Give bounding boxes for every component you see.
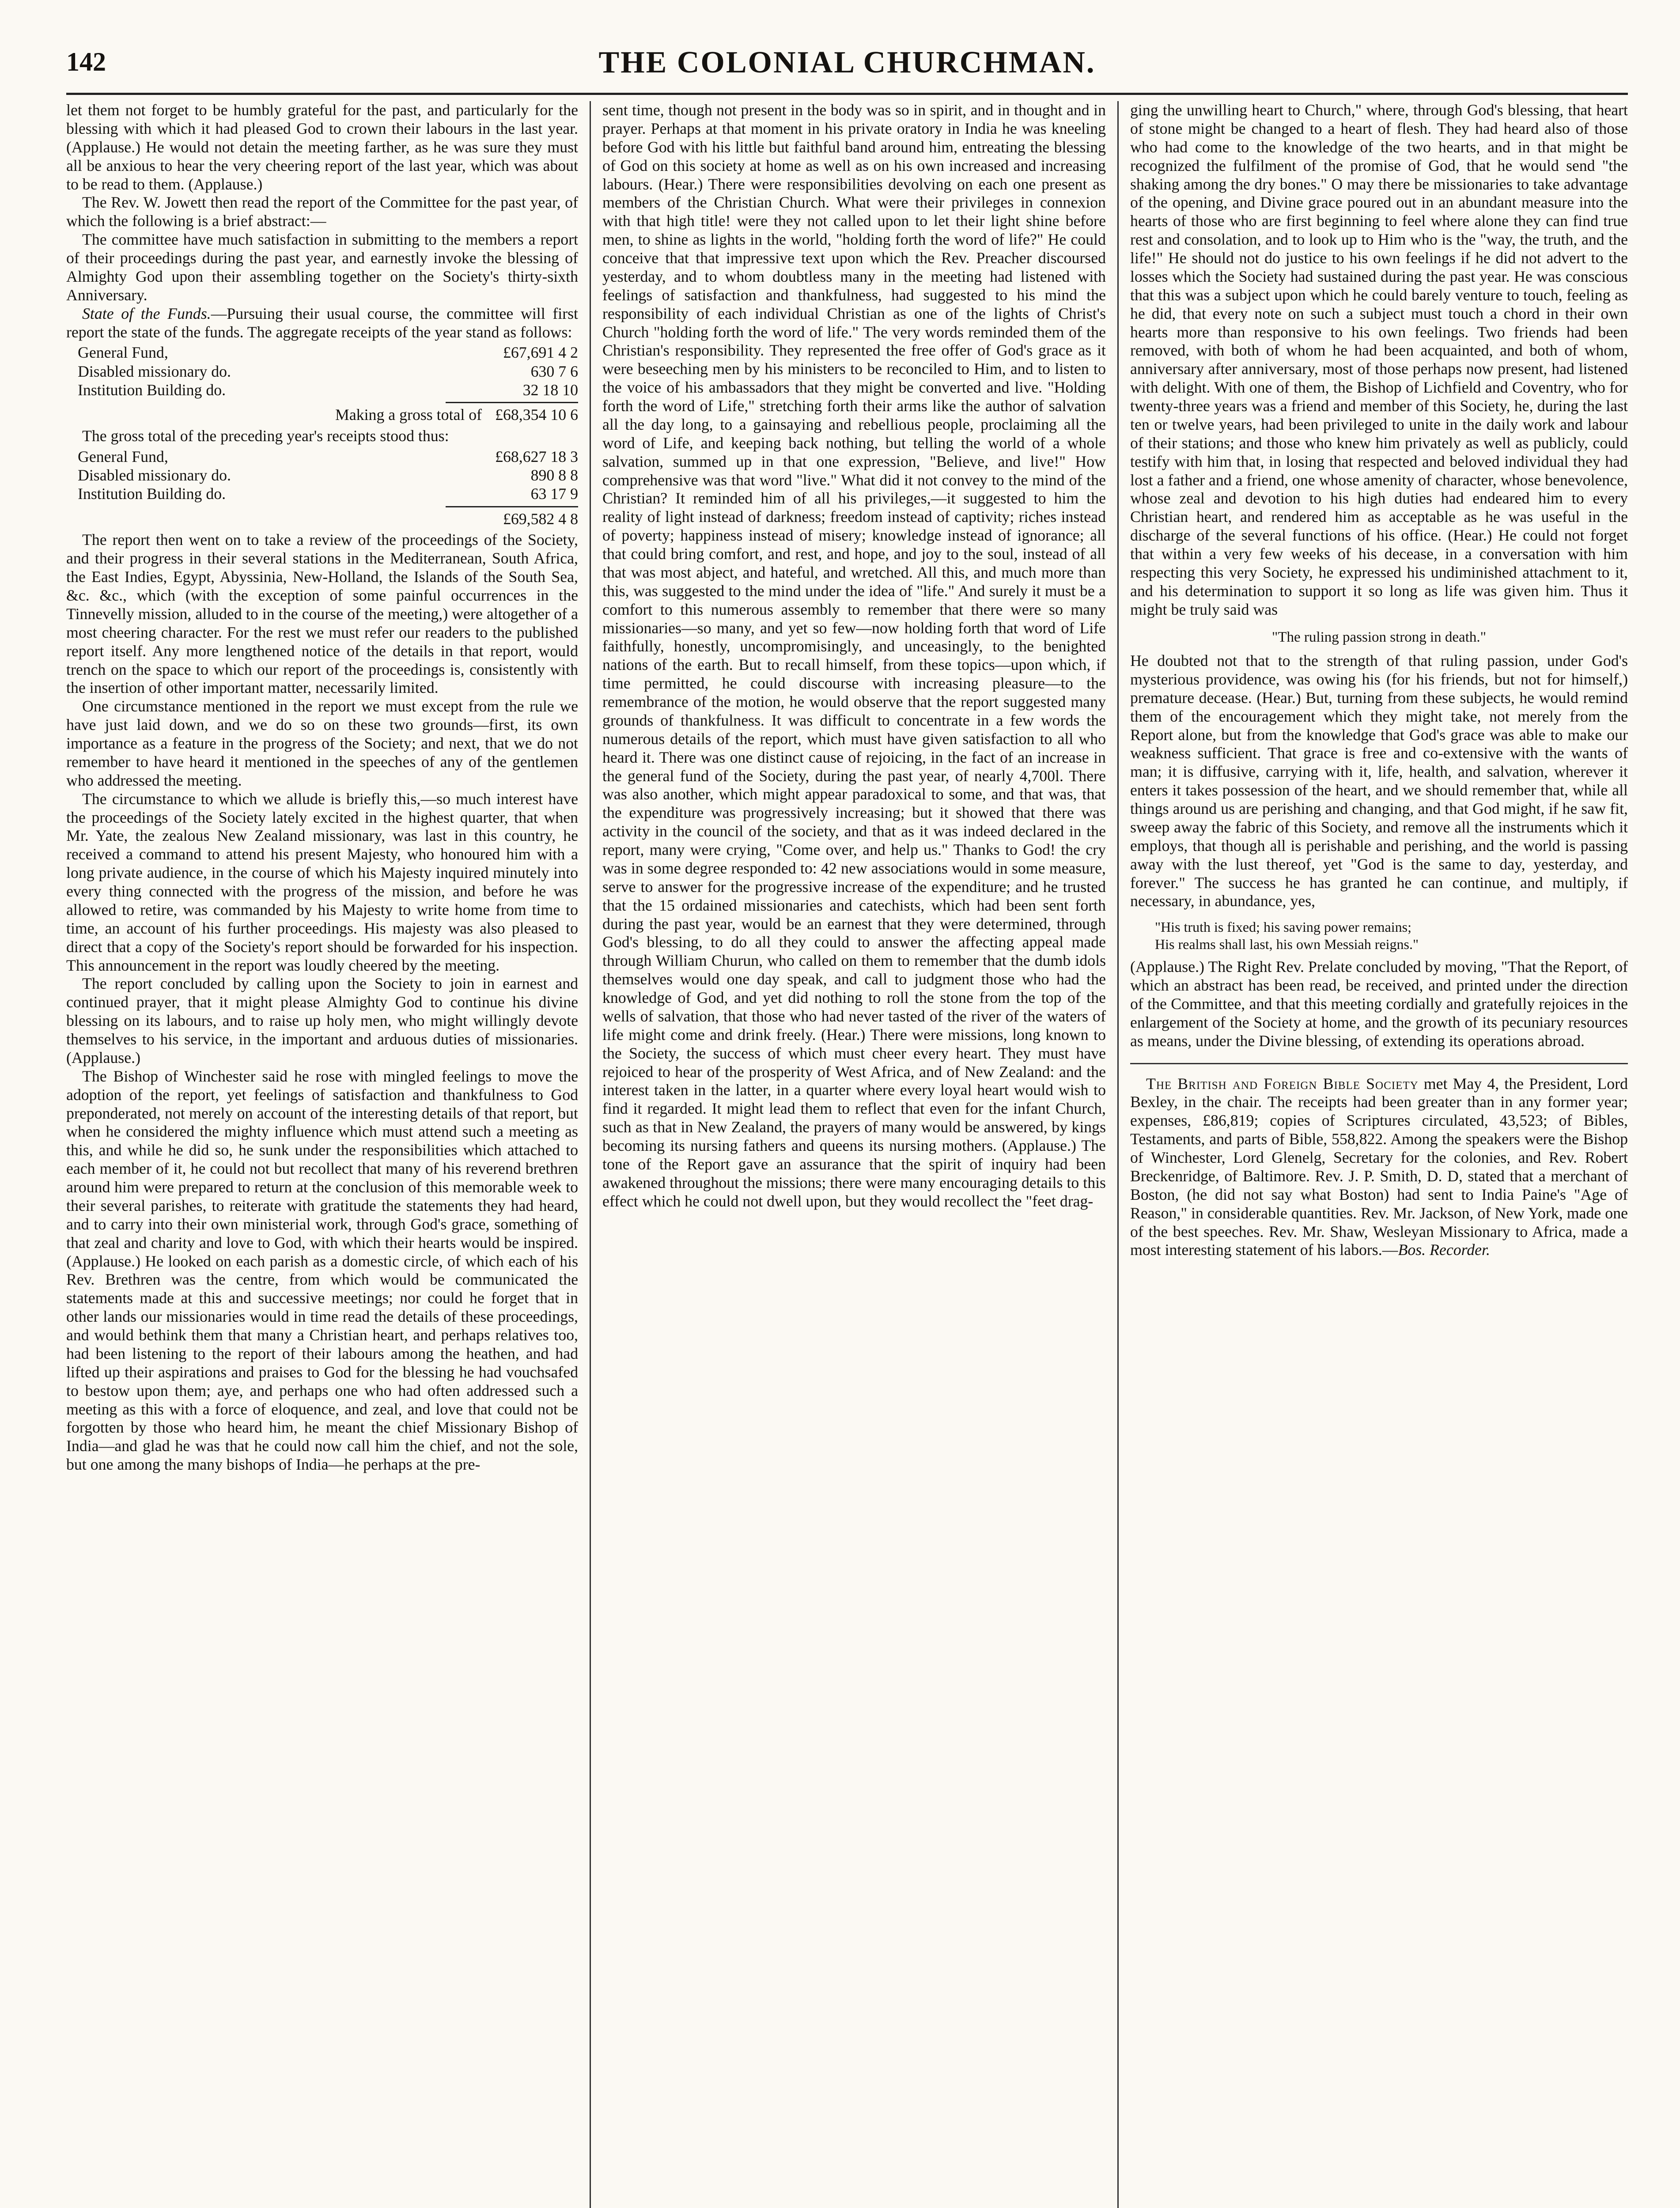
- section-lead: State of the Funds.: [82, 304, 211, 322]
- paragraph: let them not forget to be humbly grateful for the past, and particularly for the blessing with which it had pleased God to crown their labours in the last year. (Applause.) He would not detain the meeting farther, as he was sure they must all be anxious to hear the very cheering report of the last year, which was about to be read to them. (Applause.): [66, 101, 578, 193]
- fund-name: Disabled missionary do.: [78, 362, 231, 380]
- fund-amount: 630 7 6: [530, 362, 578, 380]
- paragraph-text: met May 4, the President, Lord Bexley, in the chair. The receipts had been greater than in any former year; expenses, £86,819; copies of Scriptures circulated, 43,523; of Bibles, Testaments, and parts of Bible, 558,822. Among the speakers were the Bishop of Winchester, Lord Glenelg, Secretary for the colonies, and Rev. Robert Breckenridge, of Baltimore. Rev. J. P. Smith, D. D, stated that a merchant of Boston, (he did not say what Boston) had sent to India Paine's "Age of Reason," in considerable quantities. Rev. Mr. Jackson, of New York, made one of the best speeches. Rev. Mr. Shaw, Wesleyan Missionary to Africa, made a most interesting statement of his labors.—: [1130, 1074, 1628, 1259]
- paragraph: The Rev. W. Jowett then read the report of the Committee for the past year, of which the following is a brief abstract:—: [66, 193, 578, 230]
- fund-row: [66, 484, 578, 503]
- paragraph: The gross total of the preceding year's receipts stood thus:: [82, 427, 449, 445]
- fund-name: Disabled missionary do.: [78, 466, 231, 484]
- column-1: [66, 101, 590, 2208]
- verse-quote: [1130, 919, 1628, 953]
- total-rule: [446, 402, 578, 403]
- verse-line: His realms shall last, his own Messiah reigns.": [1155, 936, 1419, 952]
- bible-society-paragraph: [1130, 1075, 1628, 1260]
- fund-amount: 32 18 10: [522, 381, 578, 399]
- section-divider: [1130, 1063, 1628, 1064]
- paragraph: The circumstance to which we allude is briefly this,—so much interest have the proceedings of the Society lately excited in the highest quarter, that when Mr. Yate, the zealous New Zealand missionary, was last in this country, he received a command to attend his present Majesty, who honoured him with a long private audience, in the course of which his Majesty inquired minutely into every thing connected with the progress of the mission, and before he was allowed to retire, was commanded by his Majesty to write home from time to time, an account of his further proceedings. His majesty was also pleased to direct that a copy of the Society's report should be forwarded for his inspection. This announcement in the report was loudly cheered by the meeting.: [66, 790, 578, 974]
- total-rule: [446, 506, 578, 507]
- fund-total-row: [66, 406, 578, 424]
- fund-row: [66, 447, 578, 466]
- paragraph: [66, 305, 578, 342]
- running-title: THE COLONIAL CHURCHMAN.: [598, 45, 1096, 79]
- fund-name: Institution Building do.: [78, 381, 226, 399]
- paragraph: One circumstance mentioned in the report we must except from the rule we have just laid down, and we do so on these two grounds—first, its own importance as a feature in the progress of the Society; and next, that we do not remember to have heard it mentioned in the speeches of any of the gentlemen who addressed the meeting.: [66, 697, 578, 789]
- paragraph: The report concluded by calling upon the Society to join in earnest and continued prayer, that it might please Almighty God to continue his divine blessing on its labours, and to raise up holy men, who might willingly devote themselves to his service, in the important and arduous duties of missionaries. (Applause.): [66, 975, 578, 1066]
- column-3: [1117, 101, 1628, 2208]
- fund-total-label: Making a gross total of: [335, 406, 482, 424]
- paragraph: The report then went on to take a review of the proceedings of the Society, and their progress in their several stations in the Mediterranean, South Africa, the East Indies, Egypt, Abyssinia, New-Holland, the Islands of the South Sea, &c. &c., which (with the exception of some painful occurrences in the Tinnevelly mission, alluded to in the course of the meeting,) were altogether of a most cheering character. For the rest we must refer our readers to the published report itself. Any more lengthened notice of the details in that report, would trench on the space to which our report of the proceedings is, consistently with the insertion of other important matter, necessarily limited.: [66, 531, 578, 697]
- paragraph: He doubted not that to the strength of that ruling passion, under God's mysterious providence, was owing his (for his friends, but not for himself,) premature decease. (Hear.) But, turning from these subjects, he would remind them of the encouragement which they might take, not merely from the Report alone, but from the knowledge that God's grace was able to make our weakness sufficient. That grace is free and co-extensive with the wants of man; it is diffusive, carrying with it, life, health, and salvation, wherever it enters it takes possession of the heart, and we should remember that, while all things around us are perishing and changing, and that God might, if he saw fit, sweep away the fabric of this Society, and remove all the instruments which it employs, that though all is perishable and perishing, and the world is passing away with the lust thereof, yet "God is the same to day, yesterday, and forever." The success he has granted he can continue, and multiply, if necessary, in abundance, yes,: [1130, 652, 1628, 910]
- fund-total-amount: £69,582 4 8: [503, 510, 578, 528]
- block-quote: "The ruling passion strong in death.": [1271, 629, 1487, 645]
- paragraph: The committee have much satisfaction in submitting to the members a report of their proceedings during the past year, and earnestly invoke the blessing of Almighty God upon their assembling together on the Society's thirty-sixth Anniversary.: [66, 231, 578, 304]
- fund-row: [66, 362, 578, 381]
- section-lead: The British and Foreign Bible Society: [1146, 1074, 1419, 1093]
- fund-row: [66, 381, 578, 399]
- page-number: 142: [66, 47, 106, 76]
- funds-table-current: [66, 343, 578, 424]
- paragraph: ging the unwilling heart to Church," where, through God's blessing, that heart of stone might be changed to a heart of flesh. They had heard also of those who had come to the knowledge of the two hearts, and in that might be recognized the fulfilment of the promise of God, that he would send "the shaking among the dry bones." O may there be missionaries to take advantage of the opening, and Divine grace poured out in an abundant measure into the hearts of those who are first beginning to feel where alone they can find true rest and consolation, and to look up to Him who is the "way, the truth, and the life!" He should not do justice to his own feelings if he did not advert to the losses which the Society had sustained during the past year. He was conscious that this was a subject upon which he could barely venture to touch, feeling as he did, that every note on such a subject must touch a chord in their own hearts more than responsive to his own feelings. Two friends had been removed, with both of whom he had been acquainted, and both of whom, anniversary after anniversary, most of those perhaps now present, had listened with delight. With one of them, the Bishop of Lichfield and Coventry, who for twenty-three years was a friend and member of this Society, he, during the last ten or twelve years, had been privileged to unite in the daily work and labour of their stations; and those who knew him privately as well as publicly, could testify with him that, in losing that respected and beloved individual they had lost a father and a friend, one whose amenity of character, whose benevolence, whose zeal and devotion to his high duties had endeared him to every Christian heart, and rendered him as acceptable as he was useful in the discharge of the several functions of his office. (Hear.) He could not forget that within a very few weeks of his decease, in a conversation with him respecting this very Society, he expressed his undiminished attachment to it, and his determination to support it so long as life was given him. Thus it might be truly said was: [1130, 101, 1628, 618]
- paragraph: The Bishop of Winchester said he rose with mingled feelings to move the adoption of the report, yet feelings of satisfaction and thankfulness to God preponderated, not merely on account of the interesting details of that report, but when he considered the mighty influence which must attend such a meeting as this, and while he did so, he sunk under the responsibilities which attached to each member of it, he could not but recollect that many of his reverend brethren around him were prepared to return at the conclusion of this memorable week to their several parishes, to reiterate with gratitude the statements they had heard, and to carry into their own ministerial work, through God's grace, something of that zeal and charity and love to God, with which their hearts would be inspired. (Applause.) He looked on each parish as a domestic circle, of which each of his Rev. Brethren was the centre, from which would be communicated the statements made at this and successive meetings; nor could he forget that in other lands our missionaries would in time read the details of these proceedings, and would bethink them that many a Christian heart, and perhaps relatives too, had been listening to the report of their labours among the heathen, and had lifted up their aspirations and praises to God for the blessing he had vouchsafed to bestow upon them; aye, and perhaps one who had often addressed such a meeting as this with a force of eloquence, and zeal, and love that could not be forgotten by those who heard him, he meant the chief Missionary Bishop of India—and glad he was that he could now call him the chief, and not the sole, but one among the many bishops of India—he perhaps at the pre-: [66, 1067, 578, 1474]
- fund-amount: £67,691 4 2: [503, 344, 578, 362]
- article-columns: [66, 101, 1628, 2208]
- fund-amount: 63 17 9: [530, 485, 578, 503]
- fund-amount: £68,627 18 3: [495, 447, 578, 465]
- fund-name: General Fund,: [78, 344, 168, 362]
- paragraph-text: —Pursuing their usual course, the committee will first report the state of the funds. The aggregate receipts of the year stand as follows:: [66, 304, 578, 341]
- fund-name: General Fund,: [78, 447, 168, 465]
- funds-table-previous: [66, 447, 578, 529]
- fund-row: [66, 466, 578, 484]
- fund-amount: 890 8 8: [530, 466, 578, 484]
- verse-line: "His truth is fixed; his saving power remains;: [1155, 919, 1411, 935]
- paragraph: (Applause.) The Right Rev. Prelate concluded by moving, "That the Report, of which an abstract has been read, be received, and printed under the direction of the Committee, and that this meeting cordially and gratefully rejoices in the enlargement of the Society at home, and the growth of its pecuniary resources as means, under the Divine blessing, of extending its operations abroad.: [1130, 958, 1628, 1050]
- column-2: [590, 101, 1117, 2208]
- paragraph: sent time, though not present in the body was so in spirit, and in thought and in prayer. Perhaps at that moment in his private oratory in India he was kneeling before God with his little but faithful band around him, entreating the blessing of God on this society at home as well as on his own increased and increasing labours. (Hear.) There were responsibilities devolving on each one present as members of the Christian Church. What were their privileges in connexion with that high title! were they not called upon to let their light shine before men, to shine as lights in the world, "holding forth the word of life?" He could conceive that that impressive text upon which the Rev. Preacher discoursed yesterday, and to whom doubtless many in the meeting had listened with feelings of satisfaction and thankfulness, had suggested to his mind the responsibility of each individual Christian as one of the lights of Christ's Church "holding forth the word of life." The very words reminded them of the Christian's responsibility. They represented the free offer of God's grace as it were beseeching men by his ministers to be reconciled to Him, and to listen to the voice of his ambassadors that they might be converted and live. "Holding forth the word of Life," stretching forth their arms like the author of salvation all the day long, to a gainsaying and rebellious people, proclaiming all the word of Life, and keeping back nothing, but telling the world of a whole salvation, summed up in that one expression, "Believe, and live!" How comprehensive was that word "live." What did it not convey to the mind of the Christian? It reminded him of all his privileges,—it suggested to him the reality of light instead of darkness; freedom instead of captivity; riches instead of poverty; happiness instead of misery; knowledge instead of ignorance; all that could bring comfort, and rest, and hope, and joy to the soul, instead of all that was most abject, and hateful, and wretched. All this, and much more than this, was suggested to the mind under the idea of "life." And surely it must be a comfort to this numerous assembly to remember that there were so many missionaries—so many, and yet so few—now holding forth that word of Life faithfully, honestly, uncompromisingly, and unceasingly, to the benighted nations of the earth. But to recall himself, from these topics—upon which, if time permitted, he could discourse with increasing pleasure—to the remembrance of the motion, he would observe that the report suggested many grounds of thankfulness. It was difficult to concentrate in a few words the numerous details of the report, which must have given satisfaction to all who heard it. There was one distinct cause of rejoicing, in the fact of an increase in the general fund of the Society, during the past year, of nearly 4,700l. There was also another, which might appear paradoxical to some, and that was, that the expenditure was progressively increasing; but it showed that there was activity in the council of the society, and that as it was indeed declared in the report, many were crying, "Come over, and help us." Thanks to God! the cry was in some degree responded to: 42 new associations would in some measure, serve to answer for the progressive increase of the expenditure; and he trusted that the 15 ordained missionaries and catechists, which had been sent forth during the past year, would be an earnest that they were determined, through God's blessing, to do all they could to answer the affecting appeal made through William Churun, who called on them to remember that the dumb idols themselves would one day speak, and call to judgment those who had the knowledge of God, and yet did nothing to roll the stone from the top of the wells of salvation, that those who had never tasted of the river of the waters of life might come and drink freely. (Hear.) There were missions, long known to the Society, the success of which must cheer every heart. They must have rejoiced to hear of the prosperity of West Africa, and of New Zealand: and the interest taken in the latter, in a quarter where every loyal heart would wish to find it regarded. It might lead them to reflect that even for the infant Church, such as that in New Zealand, the prayers of many would be answered, by kings becoming its nursing fathers and queens its nursing mothers. (Applause.) The tone of the Report gave an assurance that the spirit of inquiry had been awakened throughout the missions; there were many encouraging details to this effect which he could not dwell upon, but they would recollect the "feet drag-: [602, 101, 1106, 1210]
- page-header: [66, 44, 1628, 95]
- fund-total-amount: £68,354 10 6: [495, 406, 578, 424]
- fund-name: Institution Building do.: [78, 485, 226, 503]
- source-credit: Bos. Recorder.: [1398, 1241, 1490, 1259]
- fund-row: [66, 343, 578, 362]
